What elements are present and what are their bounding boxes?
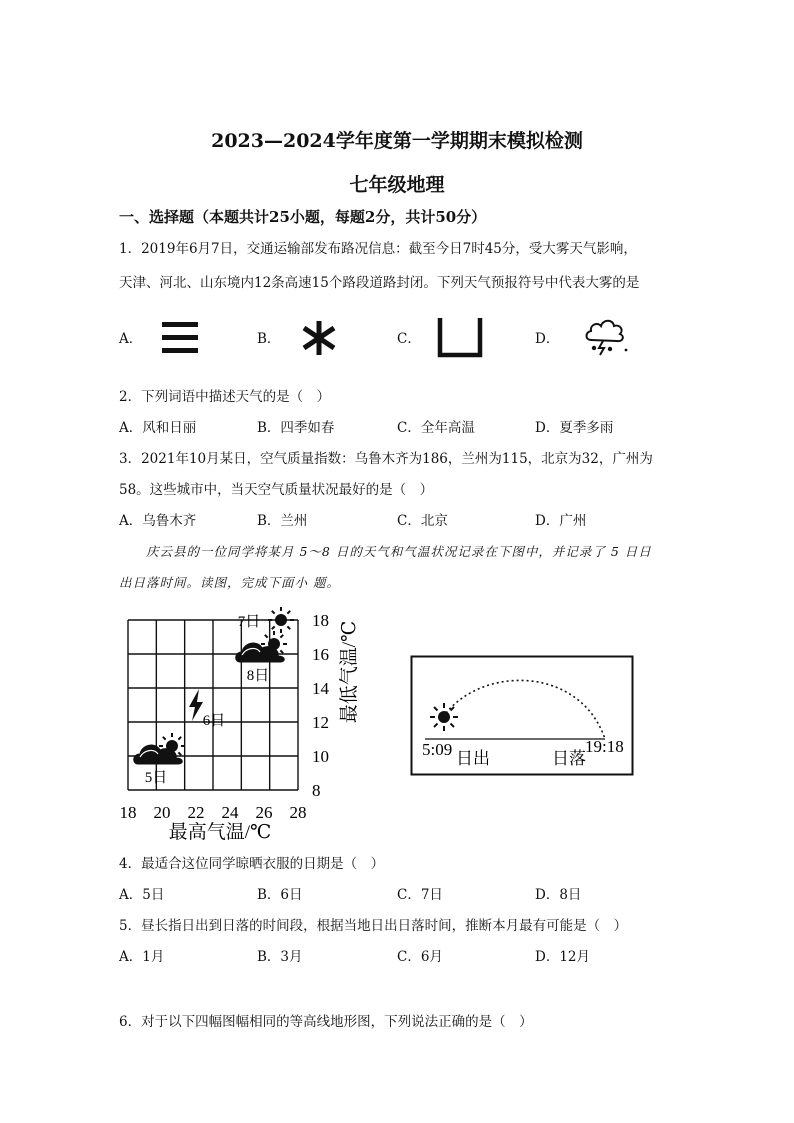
q4-option-d[interactable]: D．8日 xyxy=(535,887,582,903)
x-tick-label: 22 xyxy=(187,803,205,822)
point-label: 8日 xyxy=(246,668,270,684)
q1-option-a[interactable]: A． xyxy=(119,331,143,347)
passage-line2: 出日落时间。读图，完成下面小 题。 xyxy=(119,575,340,590)
sunset-label: 日落 xyxy=(552,749,586,768)
sun-path-arc xyxy=(443,680,605,739)
x-tick-label: 24 xyxy=(221,803,239,822)
temperature-weather-chart xyxy=(110,592,370,848)
y-tick-label: 10 xyxy=(312,747,329,766)
q5-option-b[interactable]: B．3月 xyxy=(257,949,303,965)
y-axis-ticks xyxy=(312,611,330,800)
q1-option-d[interactable]: D． xyxy=(535,331,560,347)
sun-icon xyxy=(268,607,294,633)
x-tick-label: 28 xyxy=(289,803,307,822)
x-axis-ticks xyxy=(120,803,307,822)
q1-stem-line2: 天津、河北、山东境内12条高速15个路段道路封闭。下列天气预报符号中代表大雾的是 xyxy=(119,275,640,291)
q3-stem-line1: 3．2021年10月某日，空气质量指数：乌鲁木齐为186，兰州为115，北京为32，广州为 xyxy=(119,451,653,467)
x-axis-label: 最高气温/℃ xyxy=(168,822,272,843)
q2-option-c[interactable]: C．全年高温 xyxy=(397,420,475,436)
x-tick-label: 26 xyxy=(255,803,273,822)
point-label: 5日 xyxy=(144,770,168,786)
y-axis-label: 最低气温/℃ xyxy=(339,620,360,724)
x-tick-label: 20 xyxy=(153,803,171,822)
q5-stem: 5．昼长指日出到日落的时间段，根据当地日出日落时间，推断本月最有可能是（ ） xyxy=(119,918,628,934)
q3-option-c[interactable]: C．北京 xyxy=(397,513,448,529)
passage-line1: 庆云县的一位同学将某月 5～8 日的天气和气温状况记录在下图中，并记录了 5 日日 xyxy=(146,544,652,559)
chart-point-8日 xyxy=(236,631,287,684)
point-label: 6日 xyxy=(202,713,226,729)
sandstorm-symbol-icon xyxy=(436,316,484,360)
thunderstorm-hail-icon xyxy=(583,316,631,358)
q2-option-d[interactable]: D．夏季多雨 xyxy=(535,420,614,436)
sun-icon xyxy=(430,703,458,731)
q1-option-c[interactable]: C． xyxy=(397,331,421,347)
sunrise-label: 日出 xyxy=(456,749,490,768)
q3-option-a[interactable]: A．乌鲁木齐 xyxy=(119,513,197,529)
exam-title: 2023—2024学年度第一学期期末模拟检测 xyxy=(211,130,583,152)
lightning-icon xyxy=(189,689,203,721)
q2-option-a[interactable]: A．风和日丽 xyxy=(119,420,197,436)
chart-point-6日 xyxy=(189,689,225,729)
sun-behind-cloud-icon xyxy=(236,631,287,662)
y-tick-label: 12 xyxy=(312,713,329,732)
q5-option-a[interactable]: A．1月 xyxy=(119,949,165,965)
y-tick-label: 18 xyxy=(312,611,329,630)
sunset-time: 19:18 xyxy=(585,737,624,756)
q2-stem: 2．下列词语中描述天气的是（ ） xyxy=(119,389,331,405)
snow-asterisk-icon xyxy=(298,318,340,358)
q3-option-b[interactable]: B．兰州 xyxy=(257,513,308,529)
point-label: 7日 xyxy=(237,614,261,630)
sunrise-sunset-diagram xyxy=(410,655,635,777)
q5-option-d[interactable]: D．12月 xyxy=(535,949,591,965)
fog-symbol-icon xyxy=(160,320,200,356)
y-tick-label: 16 xyxy=(312,645,329,664)
x-tick-label: 18 xyxy=(119,803,137,822)
y-tick-label: 14 xyxy=(312,679,329,698)
q4-option-a[interactable]: A．5日 xyxy=(119,887,165,903)
q2-option-b[interactable]: B．四季如春 xyxy=(257,420,335,436)
sun-behind-cloud-icon xyxy=(134,733,185,764)
exam-subtitle: 七年级地理 xyxy=(349,174,445,196)
q3-option-d[interactable]: D．广州 xyxy=(535,513,587,529)
q6-stem: 6．对于以下四幅图幅相同的等高线地形图，下列说法正确的是（ ） xyxy=(119,1014,533,1030)
sunrise-time: 5:09 xyxy=(422,740,453,759)
q3-stem-line2: 58。这些城市中，当天空气质量状况最好的是（ ） xyxy=(119,482,434,498)
q4-option-c[interactable]: C．7日 xyxy=(397,887,443,903)
q1-option-b[interactable]: B． xyxy=(257,331,281,347)
q4-stem: 4．最适合这位同学晾晒衣服的日期是（ ） xyxy=(119,856,385,872)
y-tick-label: 8 xyxy=(312,781,321,800)
q5-option-c[interactable]: C．6月 xyxy=(397,949,443,965)
q1-stem-line1: 1．2019年6月7日，交通运输部发布路况信息：截至今日7时45分，受大雾天气影响， xyxy=(119,241,637,257)
chart-point-5日 xyxy=(134,733,185,786)
section-heading: 一、选择题（本题共计25小题，每题2分，共计50分） xyxy=(119,208,487,226)
q4-option-b[interactable]: B．6日 xyxy=(257,887,303,903)
